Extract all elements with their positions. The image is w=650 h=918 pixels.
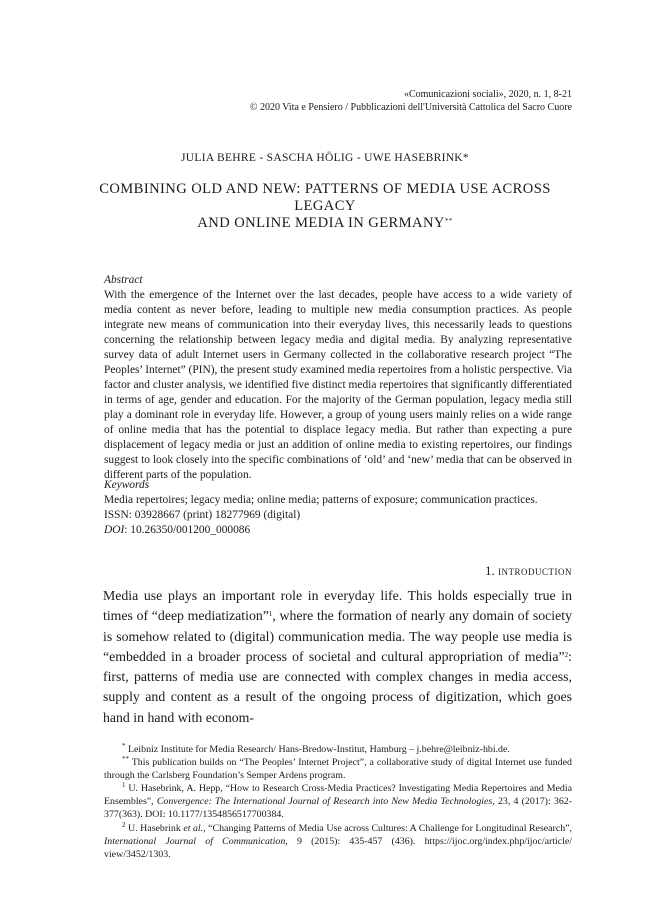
abstract-heading: Abstract <box>104 274 143 286</box>
abstract-body <box>104 288 572 483</box>
doi-value: : 10.26350/001200_000086 <box>124 524 251 536</box>
title-line-1: COMBINING OLD AND NEW: PATTERNS OF MEDIA USE ACROSS LEGACY <box>99 181 551 214</box>
footnote-2-text: U. Hasebrink <box>125 822 184 834</box>
footnote-2-etal: et al. <box>183 822 204 834</box>
issn-line: ISSN: 03928667 (print) 18277969 (digital) <box>104 509 301 521</box>
footnote-mark-double-star: ** <box>122 755 129 764</box>
section-number: 1. <box>485 563 498 578</box>
intro-text-3: : first, patterns of media use are connected with complex changes in media access, supply and content as a result of the ongoing process of digitization, which goes hand in hand with econom- <box>103 648 572 725</box>
footnotes <box>104 743 572 861</box>
footnote-1 <box>104 782 572 821</box>
footnote-project-text: This publication builds on “The Peoples’ Internet Project”, a collaborative study of digital Internet use funded through the Carlsberg Foundation’s Semper Ardens program. <box>104 757 572 782</box>
author-names: JULIA BEHRE - SASCHA HÖLIG - UWE HASEBRINK <box>181 152 463 164</box>
footnote-1-journal: Convergence: The International Journal of Research into New Media Technologies <box>156 796 493 808</box>
footnote-ref-1[interactable]: 1 <box>268 610 273 619</box>
doi-label: DOI <box>104 524 125 536</box>
footnote-mark-1: 1 <box>122 781 126 790</box>
footnote-author <box>104 743 572 756</box>
article-title <box>90 181 560 232</box>
footnote-1-text: U. Hasebrink, A. Hepp, “How to Research Cross-Media Practices? Investigating Media Repertoires and Media Ensembles”, <box>104 783 572 808</box>
intro-text <box>103 586 572 728</box>
doi-line <box>104 523 572 538</box>
copyright-line: © 2020 Vita e Pensiero / Pubblicazioni dell'Università Cattolica del Sacro Cuore <box>249 102 572 113</box>
author-footnote-mark: * <box>462 152 469 164</box>
section-heading <box>300 563 572 579</box>
intro-text-1: Media use plays an important role in everyday life. This holds especially true in times of “deep mediatization” <box>103 588 572 624</box>
keywords-list: Media repertoires; legacy media; online media; patterns of exposure; communication practices. <box>104 494 538 506</box>
intro-text-2: , where the formation of nearly any domain of society is somehow related to (digital) communication media. The way people use media is “embedded in a broader process of societal and cultural appropriation of media” <box>103 608 572 664</box>
footnote-1-details: , 23, 4 (2017): 362-377(363). DOI: 10.1177/1354856517700384. <box>104 796 573 821</box>
journal-citation: «Comunicazioni sociali», 2020, n. 1, 8-21 <box>403 89 572 100</box>
footnote-2 <box>104 822 572 861</box>
abstract-text: With the emergence of the Internet over the last decades, people have access to a wide variety of media content as never before, leading to multiple new media consumption practices. As people integrate new means of communication into their everyday lives, this necessarily leads to questions concerning the relationship between legacy media and digital media. By analyzing representative survey data of adult Internet users in Germany collected in the collaborative research project “The Peoples’ Internet” (PIN), the present study examined media repertoires from a holistic perspective. Via factor and cluster analysis, we identified five distinct media repertoires that significantly differentiated in terms of age, gender and education. For the majority of the German population, legacy media still play a dominant role in everyday life. However, a group of young users mainly relies on a wide range of online media that has the potential to displace legacy media. But rather than expecting a pure displacement of legacy media or just an addition of online media to existing repertoires, our findings suggest to look closely into the specific combinations of ‘old’ and ‘new’ media that can be observed in different parts of the population. <box>104 289 572 481</box>
footnote-2-details[interactable]: , 9 (2015): 435-457 (436). https://ijoc.org/index.php/ijoc/article/ view/3452/1303. <box>104 835 572 860</box>
footnote-mark-star: * <box>122 742 126 750</box>
title-footnote-mark: ** <box>444 217 453 225</box>
footnote-ref-2[interactable]: 2 <box>564 650 569 659</box>
footnote-2-journal: International Journal of Communication <box>104 835 286 847</box>
intro-paragraph <box>103 586 572 728</box>
title-line-2: AND ONLINE MEDIA IN GERMANY <box>197 215 445 231</box>
footnote-2-title: , “Changing Patterns of Media Use across Cultures: A Challenge for Longitudinal Research”, <box>203 822 573 834</box>
keywords-block <box>104 493 572 538</box>
section-title: introduction <box>498 563 572 578</box>
footnote-mark-2: 2 <box>122 820 126 829</box>
running-head <box>200 88 572 114</box>
keywords-heading: Keywords <box>104 479 150 491</box>
author-list <box>0 152 650 164</box>
footnote-author-text: Leibniz Institute for Media Research/ Hans-Bredow-Institut, Hamburg – j.behre@leibniz-hbi.de. <box>125 744 510 755</box>
footnote-project <box>104 756 572 782</box>
